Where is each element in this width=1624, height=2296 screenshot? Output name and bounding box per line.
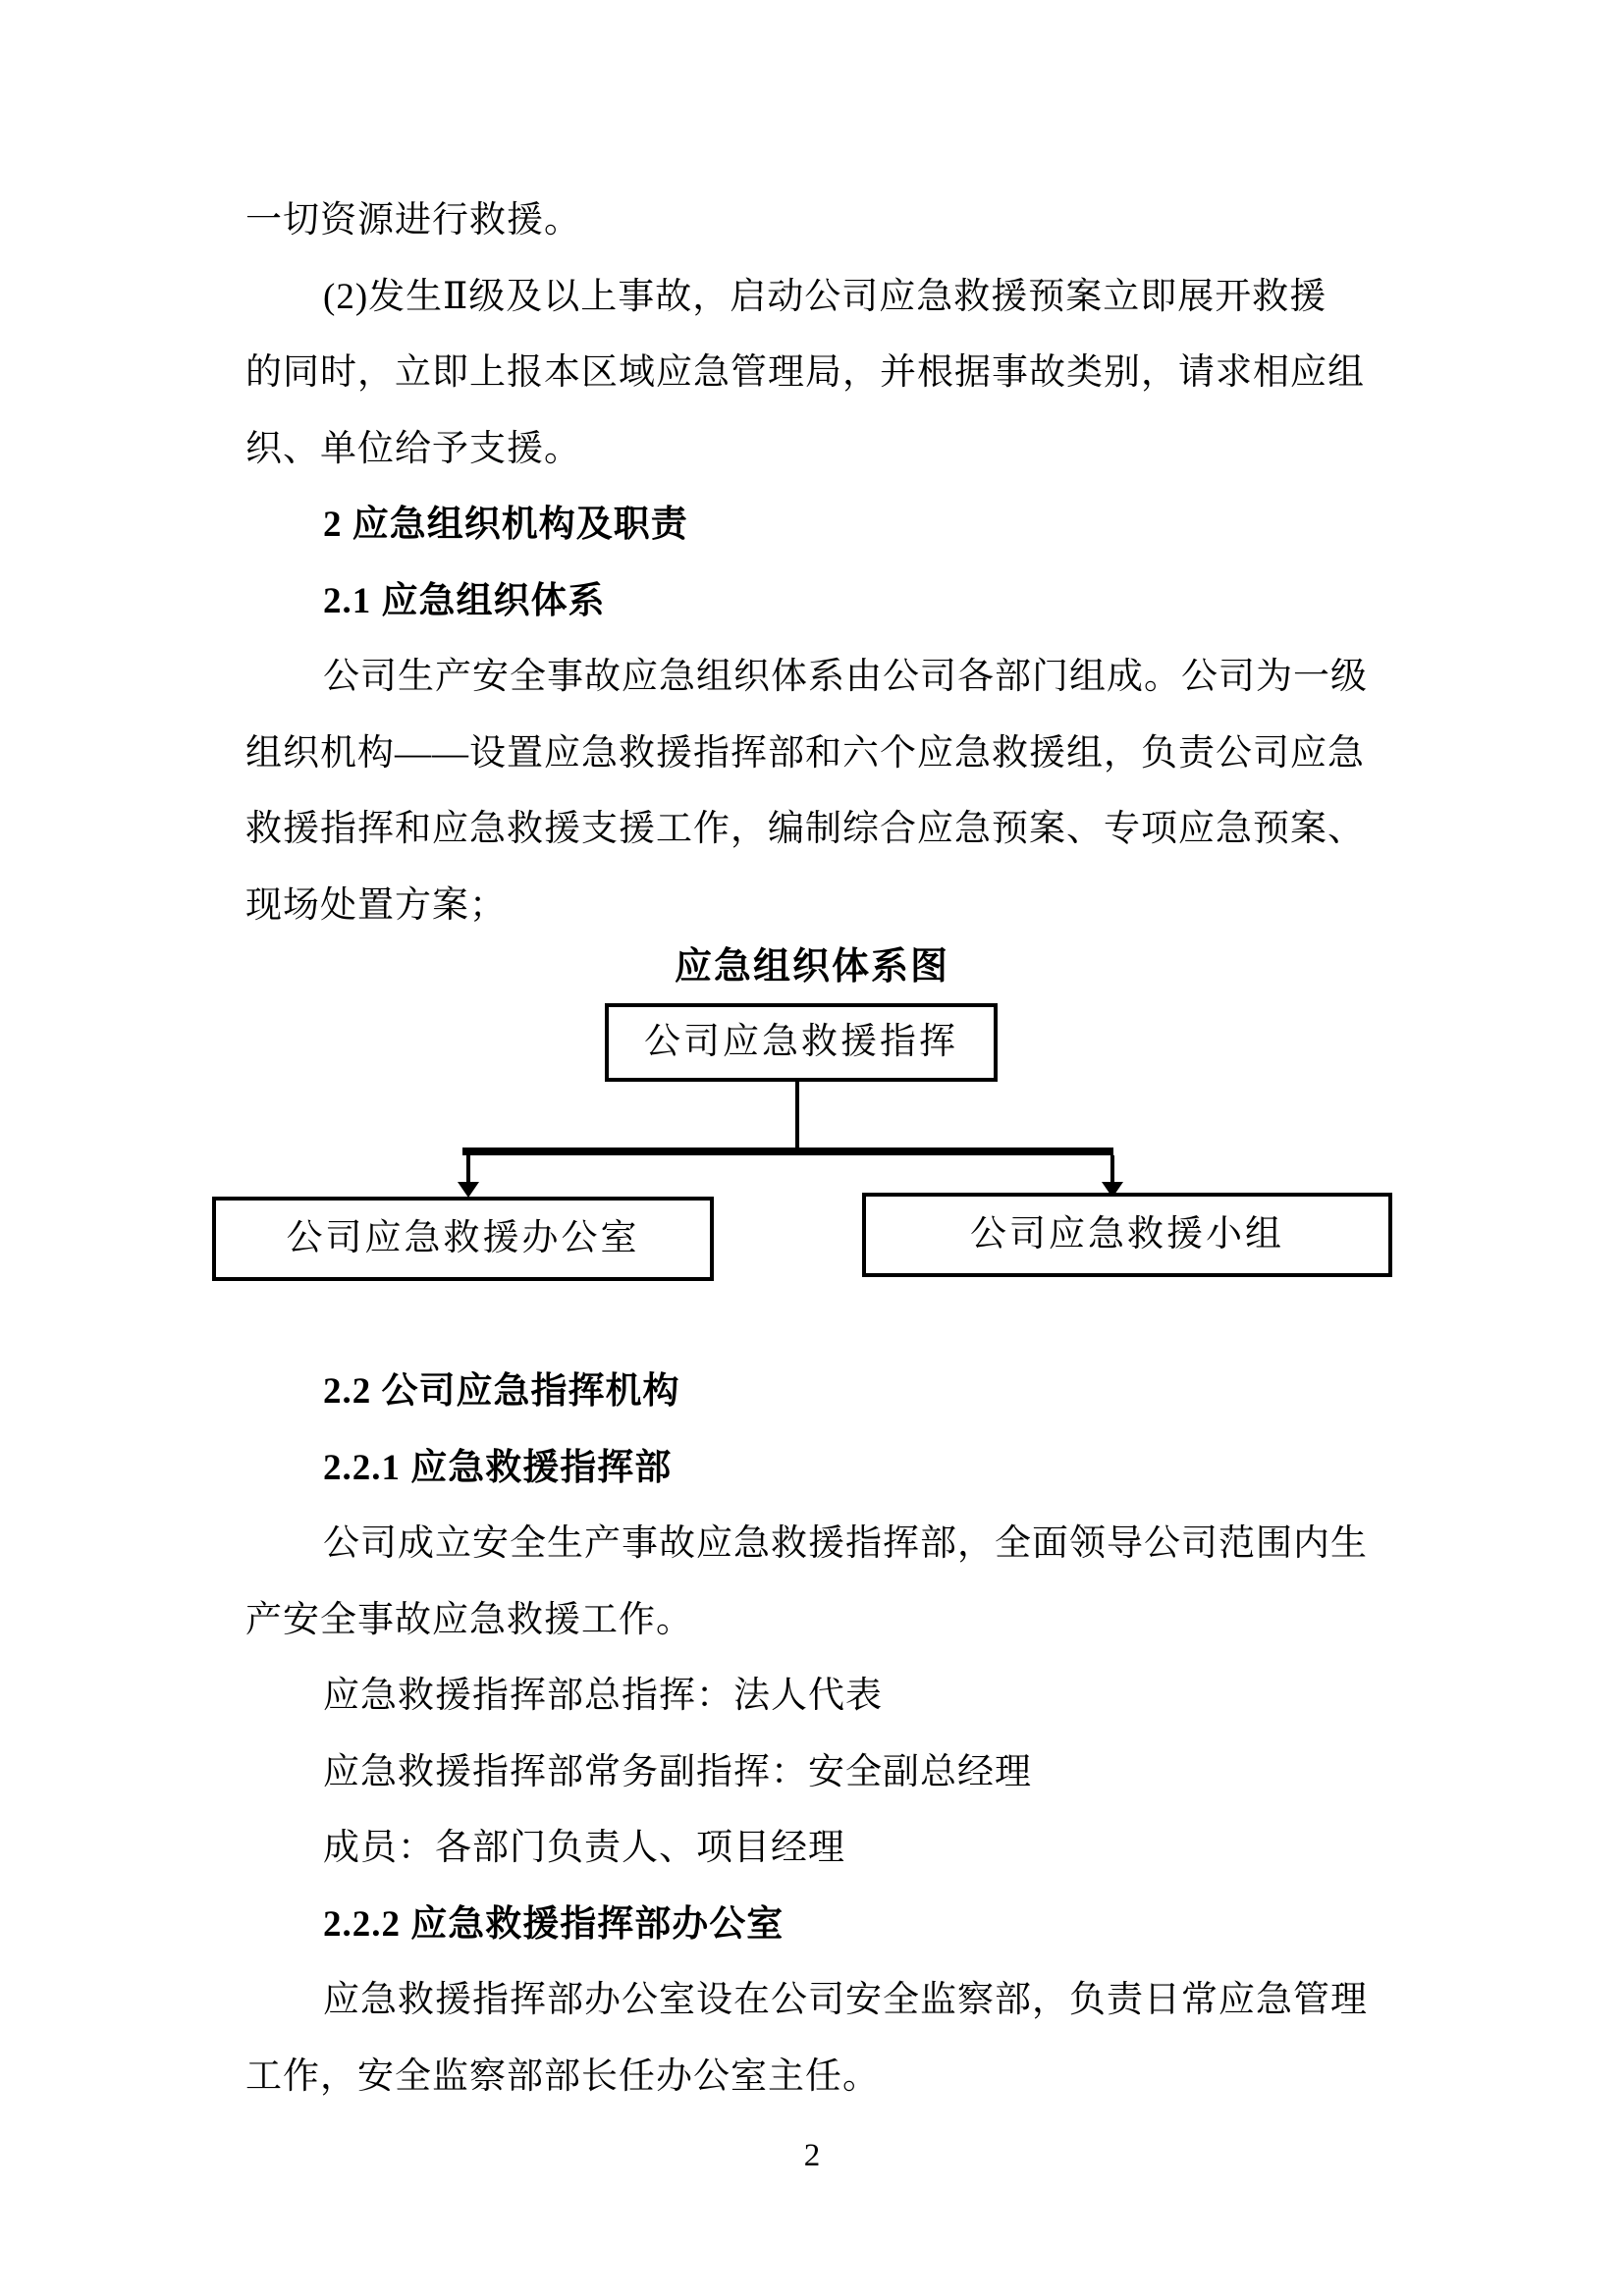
org-chart <box>0 943 1624 1354</box>
heading-line: 2 应急组织机构及职责 <box>323 505 688 545</box>
text-line: 现场处置方案； <box>245 884 507 926</box>
text-line: 应急救援指挥部办公室设在公司安全监察部，负责日常应急管理 <box>323 1980 1368 2020</box>
org-box-office: 公司应急救援办公室 <box>212 1197 714 1281</box>
text-line: 公司成立安全生产事故应急救援指挥部，全面领导公司范围内生 <box>323 1523 1368 1564</box>
org-box-root: 公司应急救援指挥 <box>605 1003 998 1082</box>
heading-line: 2.1 应急组织体系 <box>323 580 606 621</box>
arrow-down-icon <box>458 1182 479 1198</box>
heading-line: 2.2.1 应急救援指挥部 <box>323 1447 673 1488</box>
text-line: 公司生产安全事故应急组织体系由公司各部门组成。公司为一级 <box>323 657 1368 697</box>
heading-line: 2.2.2 应急救援指挥部办公室 <box>323 1903 785 1945</box>
connector-horizontal-line <box>462 1148 1113 1155</box>
text-line: 组织机构——设置应急救援指挥部和六个应急救援组，负责公司应急 <box>245 732 1365 774</box>
page-number: 2 <box>803 2138 821 2173</box>
arrow-left-stem <box>466 1155 470 1185</box>
arrow-right-stem <box>1110 1155 1114 1185</box>
text-line: 一切资源进行救援。 <box>245 200 581 240</box>
org-box-team: 公司应急救援小组 <box>862 1193 1392 1277</box>
connector-vertical-line <box>795 1082 799 1148</box>
org-chart-title: 应急组织体系图 <box>674 946 949 988</box>
text-line: 应急救援指挥部常务副指挥：安全副总经理 <box>323 1751 1032 1792</box>
text-line: 产安全事故应急救援工作。 <box>245 1599 693 1640</box>
text-line: 成员：各部门负责人、项目经理 <box>323 1828 845 1868</box>
text-line: 的同时，立即上报本区域应急管理局，并根据事故类别，请求相应组 <box>245 352 1365 393</box>
text-line: 织、单位给予支援。 <box>245 428 581 469</box>
text-line: 救援指挥和应急救援支援工作，编制综合应急预案、专项应急预案、 <box>245 809 1365 849</box>
text-line: 应急救援指挥部总指挥：法人代表 <box>323 1676 883 1716</box>
text-line: (2)发生Ⅱ级及以上事故，启动公司应急救援预案立即展开救援 <box>323 276 1327 317</box>
heading-line: 2.2 公司应急指挥机构 <box>323 1371 680 1412</box>
text-line: 工作，安全监察部部长任办公室主任。 <box>245 2056 880 2097</box>
